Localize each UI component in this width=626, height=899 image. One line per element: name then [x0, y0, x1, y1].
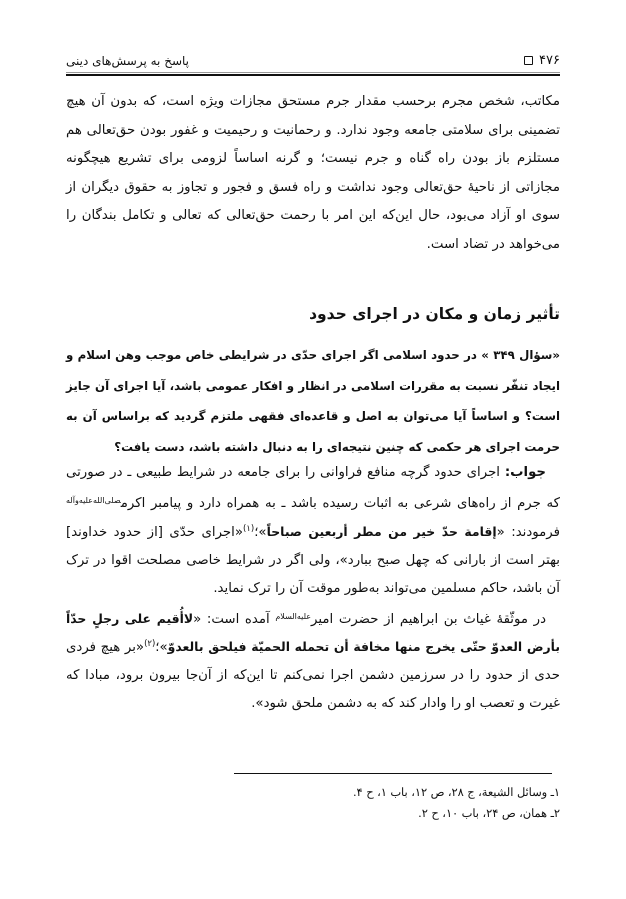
header-rule-thin: [66, 72, 560, 73]
answer-p1-text-b: فرمودند: «: [496, 524, 560, 540]
book-title: پاسخ به پرسش‌های دینی: [66, 54, 190, 68]
question-close-bracket: »: [481, 348, 489, 362]
footnote-2: ۲ـ همان، ص ۲۴، باب ۱۰، ح ۲.: [418, 806, 560, 820]
intro-paragraph: [66, 88, 560, 260]
answer-p1-text-c: »؛: [254, 524, 267, 540]
question-block: [66, 340, 560, 462]
answer-label: جواب:: [504, 465, 546, 480]
footnote-separator: [234, 773, 552, 774]
footnote-ref-1[interactable]: (۱): [242, 523, 255, 534]
imam-honorific-glyph: علیه‌السلام: [275, 611, 311, 621]
footnotes: [66, 783, 560, 824]
hadith-quote-1: إقامة حدّ خير من مطر أربعين صباحاً: [266, 523, 497, 539]
section-heading: تأثیر زمان و مکان در اجرای حدود: [309, 305, 560, 323]
answer-p1-text-d: «اجرای حدّی [از حدود خداوند] بهتر است از بارانی که چهل صبح ببارد»، ولی اگر در شرایط خاصی مصلحت اقوا در ترک آن باشد، حاکم مسلمین می‌تواند به‌طور موقت آن را ترک نماید.: [66, 524, 560, 596]
prophet-honorific-glyph: صلی‌الله‌علیه‌وآله: [66, 495, 121, 505]
footnote-ref-2[interactable]: (۲): [144, 639, 156, 650]
page-number: ۴۷۶: [539, 53, 560, 68]
running-header: [66, 50, 560, 68]
question-text: در حدود اسلامی اگر اجرای حدّی در شرایطی خاص موجب وهن اسلام و ایجاد تنفّر نسبت به مقررات اسلامی در انظار و افکار عمومی باشد، آیا اجرای آن جایز است؟ و اساساً آیا می‌توان به اصل و قاعده‌ای فقهی ملتزم گردید که براساس آن به حرمت اجرای هر حکمی که چنین نتیجه‌ای را به دنبال داشته باشد، دست یافت؟: [66, 348, 560, 454]
answer-p2-text-a: در موثّقهٔ غیاث بن ابراهیم از حضرت امیر: [311, 611, 546, 627]
question-label: سؤال ۳۴۹: [493, 348, 553, 362]
answer-p2-text-b: آمده است: «: [193, 611, 276, 627]
page-number-group: [524, 53, 560, 68]
answer-p1-text-a: اجرای حدود گرچه منافع فراوانی را برای جامعه در شرایط طبیعی ـ در صورتی که جرم از راه‌های شرعی به اثبات رسیده باشد ـ به همراه دارد و پیامبر اکرم: [66, 465, 560, 511]
answer-p2-text-c: »؛: [155, 640, 168, 656]
intro-paragraph-text: مکاتب، شخص مجرم برحسب مقدار جرم مستحق مجازات ویژه است، که بدون آن هیچ تضمینی برای سلامتی جامعه وجود ندارد. و رحمانیت و رحیمیت و غفور بودن حق‌تعالی هم مستلزم باز بودن راه گناه و جرم نیست؛ و گرنه اساساً لزومی برای تشریع هیچگونه مجازاتی از ناحیهٔ حق‌تعالی وجود نداشت و راه فسق و فجور و تجاوز به حقوق دیگران از سوی او آزاد می‌بود، حال این‌که این امر با رحمت حق‌تعالی که تعالی و تکامل بندگان را می‌خواهد در تضاد است.: [66, 94, 560, 252]
answer-p2-text-d: «بر هیچ فردی حدی از حدود را در سرزمین دشمن اجرا نمی‌کنم تا این‌که از آن‌جا بیرون برود، مبادا که غیرت و تعصب او را وادار کند که به دشمن ملحق شود».: [66, 640, 560, 712]
answer-paragraph-1: [66, 459, 560, 603]
footnote-1: ۱ـ وسائل الشیعة، ج ۲۸، ص ۱۲، باب ۱، ح ۴.: [352, 786, 560, 799]
hadith-quote-2: لاأُقيم على رجلٍ حدّاً بأرض العدوّ حتّى يخرج منها مخافة أن تحمله الحميّة فيلحق بالعدوّ: [66, 610, 560, 655]
square-icon: [524, 56, 533, 65]
answer-block: [66, 459, 560, 718]
book-page: [66, 0, 560, 899]
header-rule-thick: [66, 74, 560, 76]
question-open-bracket: «: [552, 348, 561, 362]
answer-paragraph-2: [66, 603, 560, 719]
